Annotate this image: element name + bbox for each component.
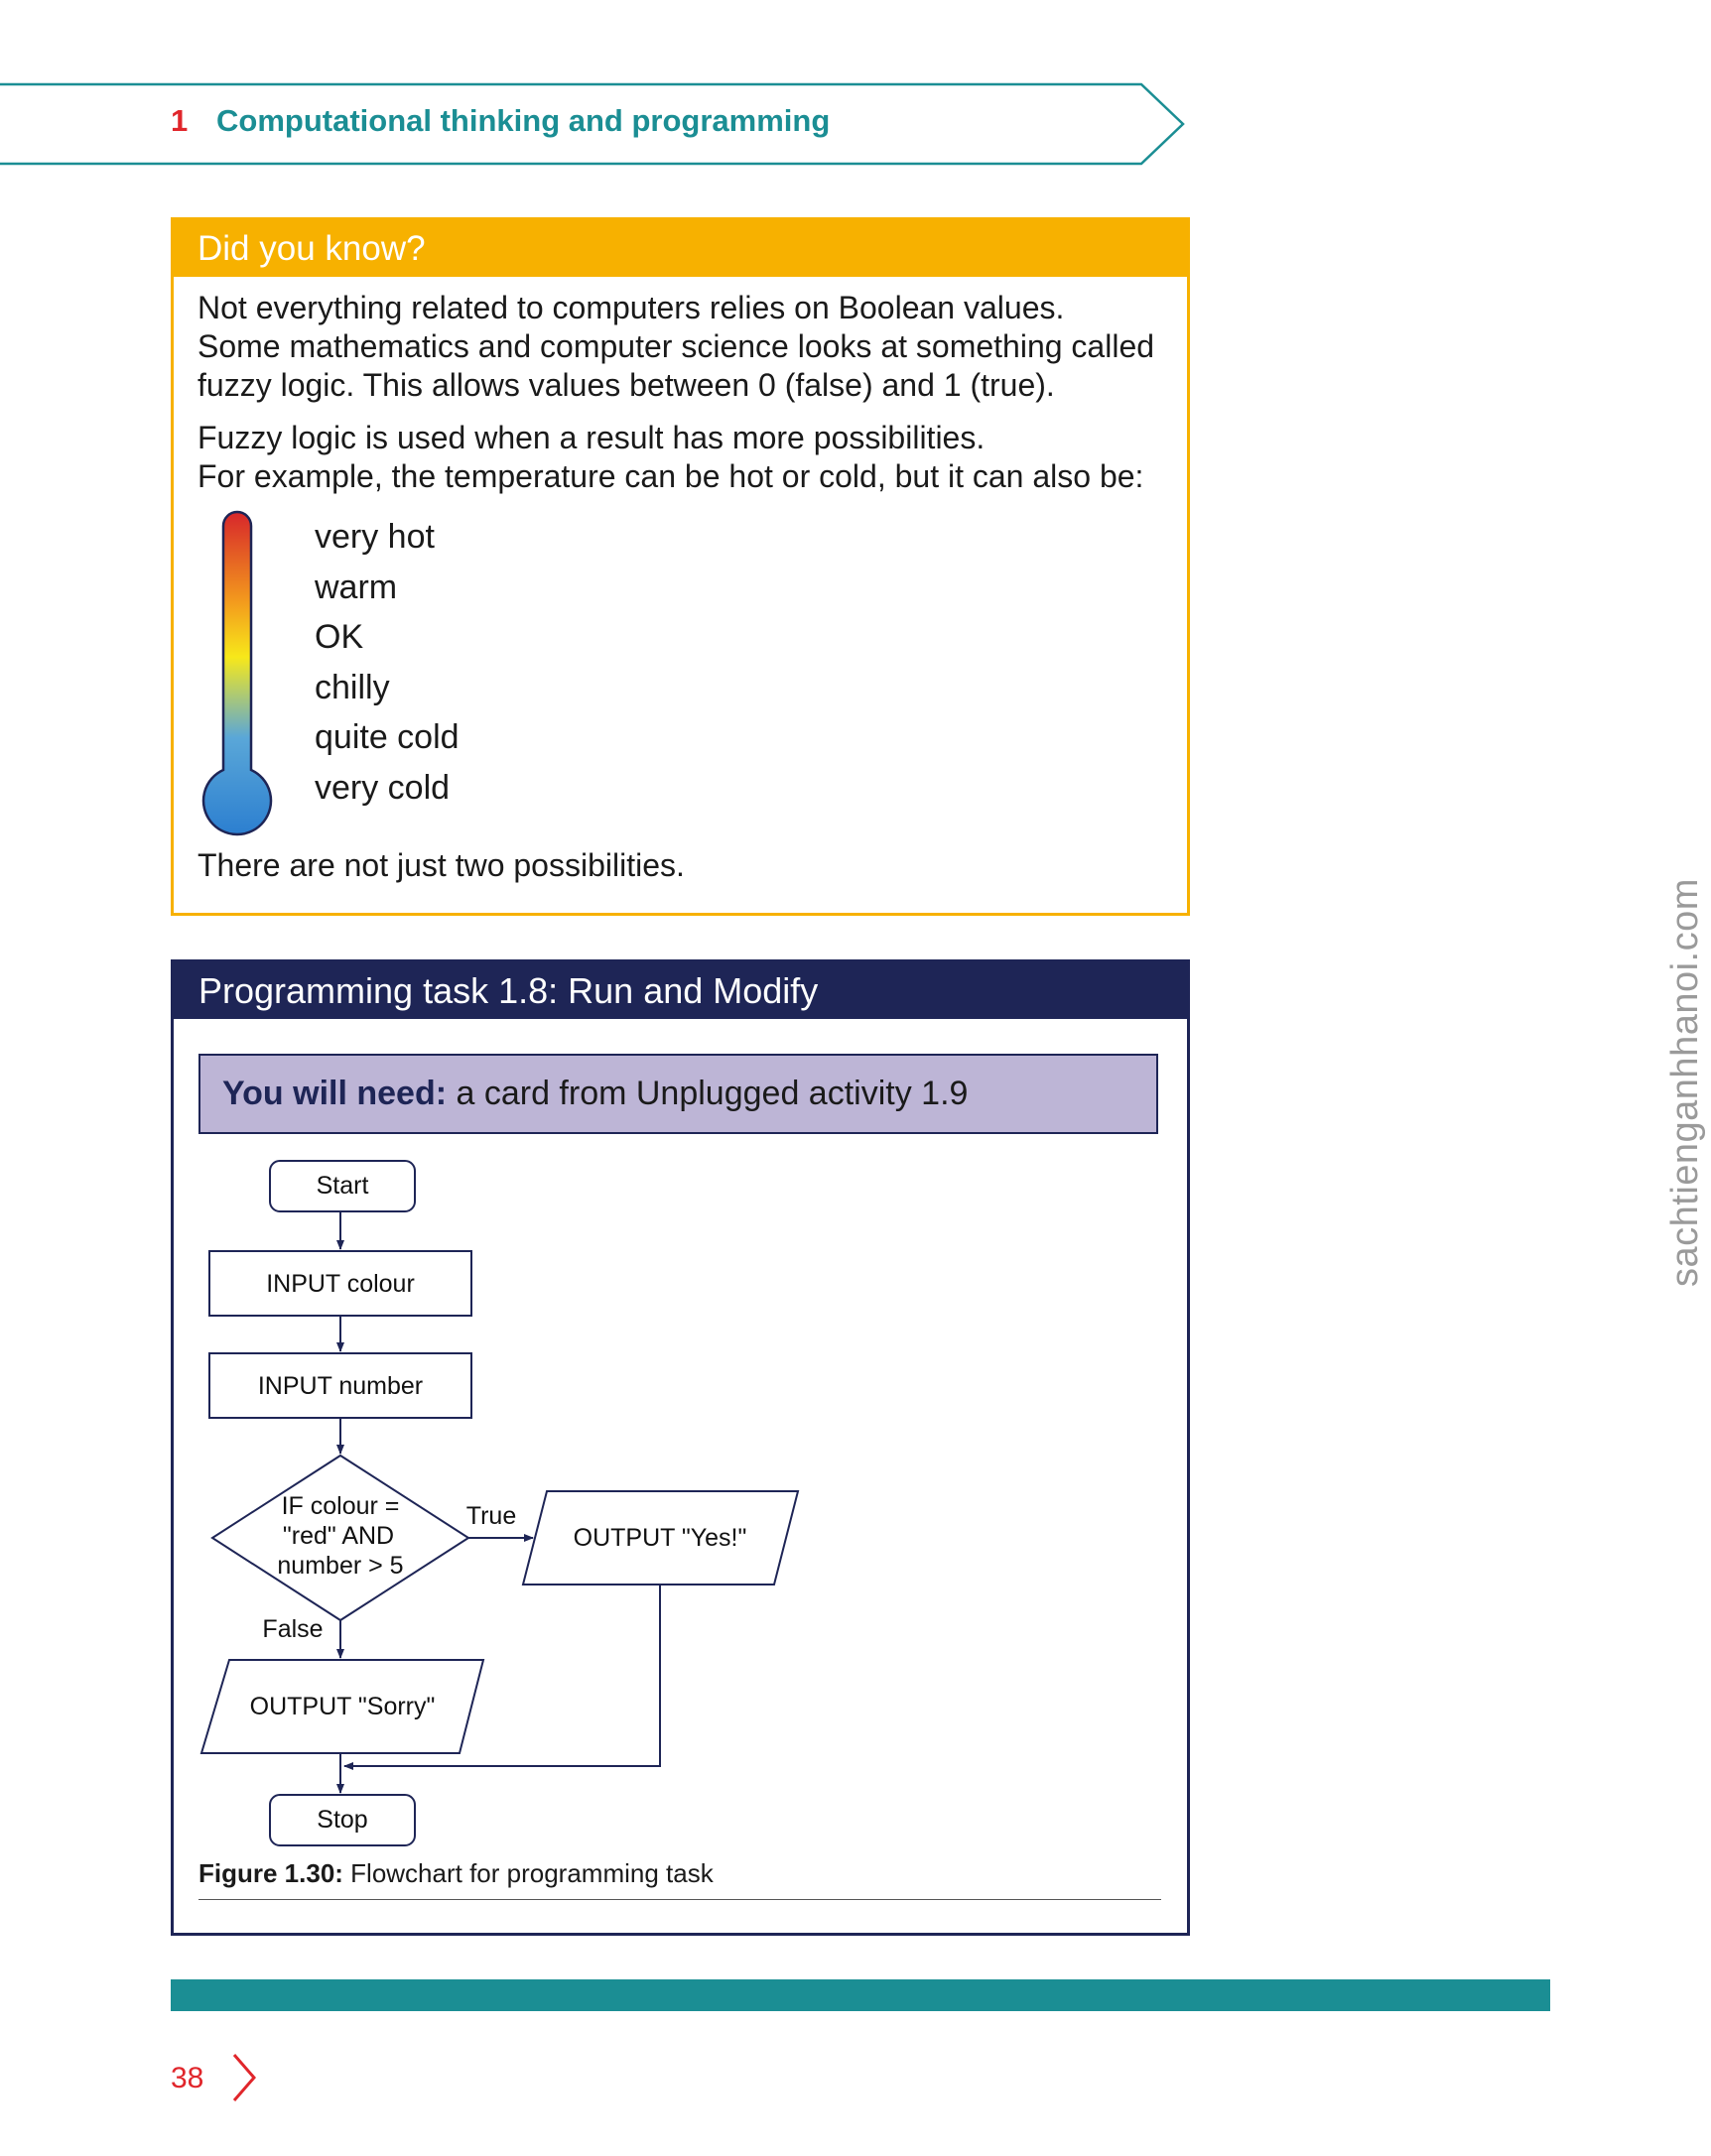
chevron-right-icon xyxy=(230,2052,260,2103)
paragraph-line: Some mathematics and computer science looks at something called xyxy=(197,328,1155,364)
temperature-item: OK xyxy=(315,618,364,656)
input-number-label: INPUT number xyxy=(257,1372,424,1400)
closing-line: There are not just two possibilities. xyxy=(197,847,685,883)
temperature-scale xyxy=(197,502,1163,859)
flowchart xyxy=(174,962,1187,1855)
decision-label-line: IF colour = xyxy=(281,1492,400,1520)
output-sorry-label: OUTPUT "Sorry" xyxy=(249,1693,436,1720)
chapter-number: 1 xyxy=(171,103,189,138)
temperature-item: very cold xyxy=(315,768,451,807)
temperature-item: warm xyxy=(315,568,398,606)
need-label: You will need: xyxy=(222,1075,448,1112)
input-colour-label: INPUT colour xyxy=(266,1270,415,1298)
footer-bar xyxy=(171,1979,1550,2011)
decision-label-line: "red" AND xyxy=(282,1522,395,1550)
programming-task-box xyxy=(171,959,1190,1936)
task-title: Programming task 1.8: Run and Modify xyxy=(174,962,1187,1019)
start-label: Start xyxy=(316,1172,369,1200)
true-label: True xyxy=(465,1502,517,1530)
did-you-know-title: Did you know? xyxy=(174,220,1187,277)
temperature-item: chilly xyxy=(315,668,390,706)
figure-label: Figure 1.30: xyxy=(198,1858,343,1888)
did-you-know-box xyxy=(171,217,1190,916)
chapter-title: Computational thinking and programming xyxy=(216,103,831,138)
thermometer-icon xyxy=(197,510,277,837)
false-label: False xyxy=(262,1615,324,1643)
paragraph-line: fuzzy logic. This allows values between 0 (false) and 1 (true). xyxy=(197,367,1055,403)
paragraph-line: Fuzzy logic is used when a result has more possibilities. xyxy=(197,420,986,455)
temperature-item: very hot xyxy=(315,518,435,556)
page-number: 38 xyxy=(171,2062,204,2094)
stop-label: Stop xyxy=(317,1806,368,1834)
need-text: a card from Unplugged activity 1.9 xyxy=(447,1075,969,1112)
figure-caption xyxy=(198,1858,1161,1900)
did-you-know-body xyxy=(174,277,1187,859)
paragraph-line: For example, the temperature can be hot or cold, but it can also be: xyxy=(197,458,1144,494)
temperature-item: quite cold xyxy=(315,718,460,756)
output-yes-label: OUTPUT "Yes!" xyxy=(573,1524,747,1552)
figure-caption-text: Flowchart for programming task xyxy=(342,1858,714,1888)
temperature-list xyxy=(315,512,460,813)
decision-label-line: number > 5 xyxy=(277,1552,404,1580)
watermark-text: sachtienganhhanoi.com xyxy=(1664,878,1706,1287)
paragraph-line: Not everything related to computers relies on Boolean values. xyxy=(197,290,1065,325)
